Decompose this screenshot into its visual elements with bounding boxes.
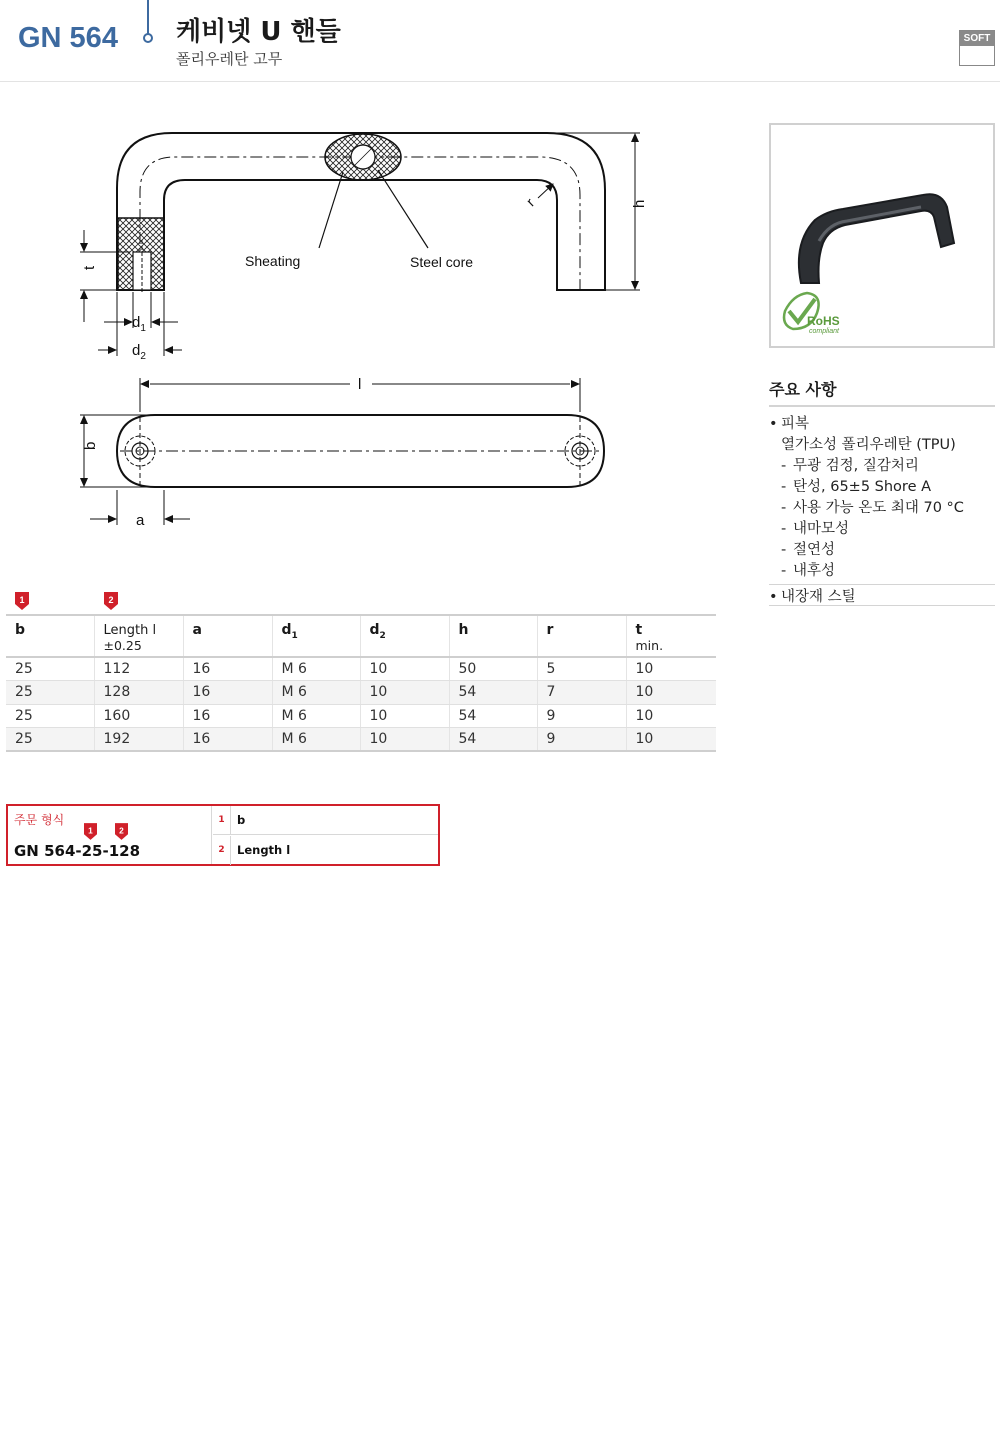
page-subtitle: 폴리우레탄 고무 [176, 50, 283, 68]
col-header-length: Length l ±0.25 [94, 615, 183, 657]
order-legend-text: Length l [237, 843, 291, 857]
dim-r-label: r [522, 194, 538, 210]
order-code: GN 564-25-128 [14, 842, 141, 860]
feature-item: 열가소성 폴리우레탄 (TPU) [781, 437, 956, 453]
technical-drawing [60, 100, 660, 540]
table-row: 25 192 16 M 6 10 54 9 10 [6, 728, 716, 752]
marker-1-icon [15, 592, 29, 610]
col-header-r: r [537, 615, 626, 657]
svg-text:2: 2 [119, 825, 124, 836]
col-header-h: h [449, 615, 537, 657]
dim-l-label: l [358, 376, 362, 393]
order-label: 주문 형식 [14, 813, 65, 827]
table-row: 25 128 16 M 6 10 54 7 10 [6, 681, 716, 705]
dim-h-label: h [631, 199, 648, 208]
col-header-t: t min. [626, 615, 716, 657]
dim-d1-label: $d_1$ [132, 314, 146, 334]
order-marker-2-icon [115, 823, 128, 840]
table-header-row [6, 615, 716, 657]
feature-item: - 내후성 [769, 561, 995, 582]
marker-2-icon [104, 592, 118, 610]
page-header [0, 0, 1000, 82]
rohs-compliant-text: compliant [809, 328, 839, 335]
feature-item: - 절연성 [769, 540, 995, 561]
top-view [80, 376, 604, 529]
dim-d2-label: $d_2$ [132, 342, 146, 362]
feature-item: • 내장재 스틸 [769, 584, 995, 608]
col-header-a: a [183, 615, 272, 657]
features-rule-top [769, 405, 995, 407]
svg-text:1: 1 [19, 595, 25, 605]
dim-t-label: t [81, 265, 98, 270]
feature-item: • 피복 [769, 414, 995, 435]
order-legend-row [213, 806, 438, 835]
rohs-text: RoHS [807, 314, 840, 328]
table-row: 25 112 16 M 6 10 50 5 10 [6, 657, 716, 681]
dim-a-label: a [136, 512, 145, 529]
feature-item: - 무광 검정, 질감처리 [769, 456, 995, 477]
order-example-left [8, 806, 212, 864]
order-legend-num: 1 [213, 806, 231, 834]
feature-item: - 사용 가능 온도 최대 70 °C [769, 498, 995, 519]
dim-b-label: b [82, 441, 99, 450]
product-photo [769, 123, 995, 348]
order-legend-row [213, 836, 438, 865]
order-marker-1-icon [84, 823, 97, 840]
sheating-label: Sheating [245, 253, 301, 269]
features-rule-bottom [769, 605, 995, 606]
page-title: 케비넷 U 핸들 [176, 17, 341, 47]
soft-badge-label: SOFT [960, 31, 994, 46]
features-list [769, 414, 995, 608]
order-legend [213, 806, 438, 864]
steel-core-label: Steel core [410, 254, 474, 270]
product-code: GN 564 [18, 22, 118, 54]
header-divider-dot [143, 33, 153, 43]
spec-table [6, 614, 716, 752]
features-title: 주요 사항 [769, 380, 837, 399]
handle-image [771, 125, 993, 346]
side-view [80, 133, 648, 362]
feature-item: - 내마모성 [769, 519, 995, 540]
col-header-d1: $d_1$ [272, 615, 360, 657]
soft-badge [959, 30, 995, 66]
order-legend-num: 2 [213, 836, 231, 865]
header-divider-line [147, 0, 149, 34]
col-header-b: b [6, 615, 94, 657]
feature-item: - 탄성, 65±5 Shore A [769, 477, 995, 498]
svg-text:2: 2 [108, 595, 114, 605]
col-header-d2: $d_2$ [360, 615, 449, 657]
order-legend-text: b [237, 813, 246, 827]
order-example-box [6, 804, 440, 866]
table-row: 25 160 16 M 6 10 54 9 10 [6, 704, 716, 728]
svg-text:1: 1 [88, 825, 93, 836]
rohs-logo [784, 293, 840, 335]
